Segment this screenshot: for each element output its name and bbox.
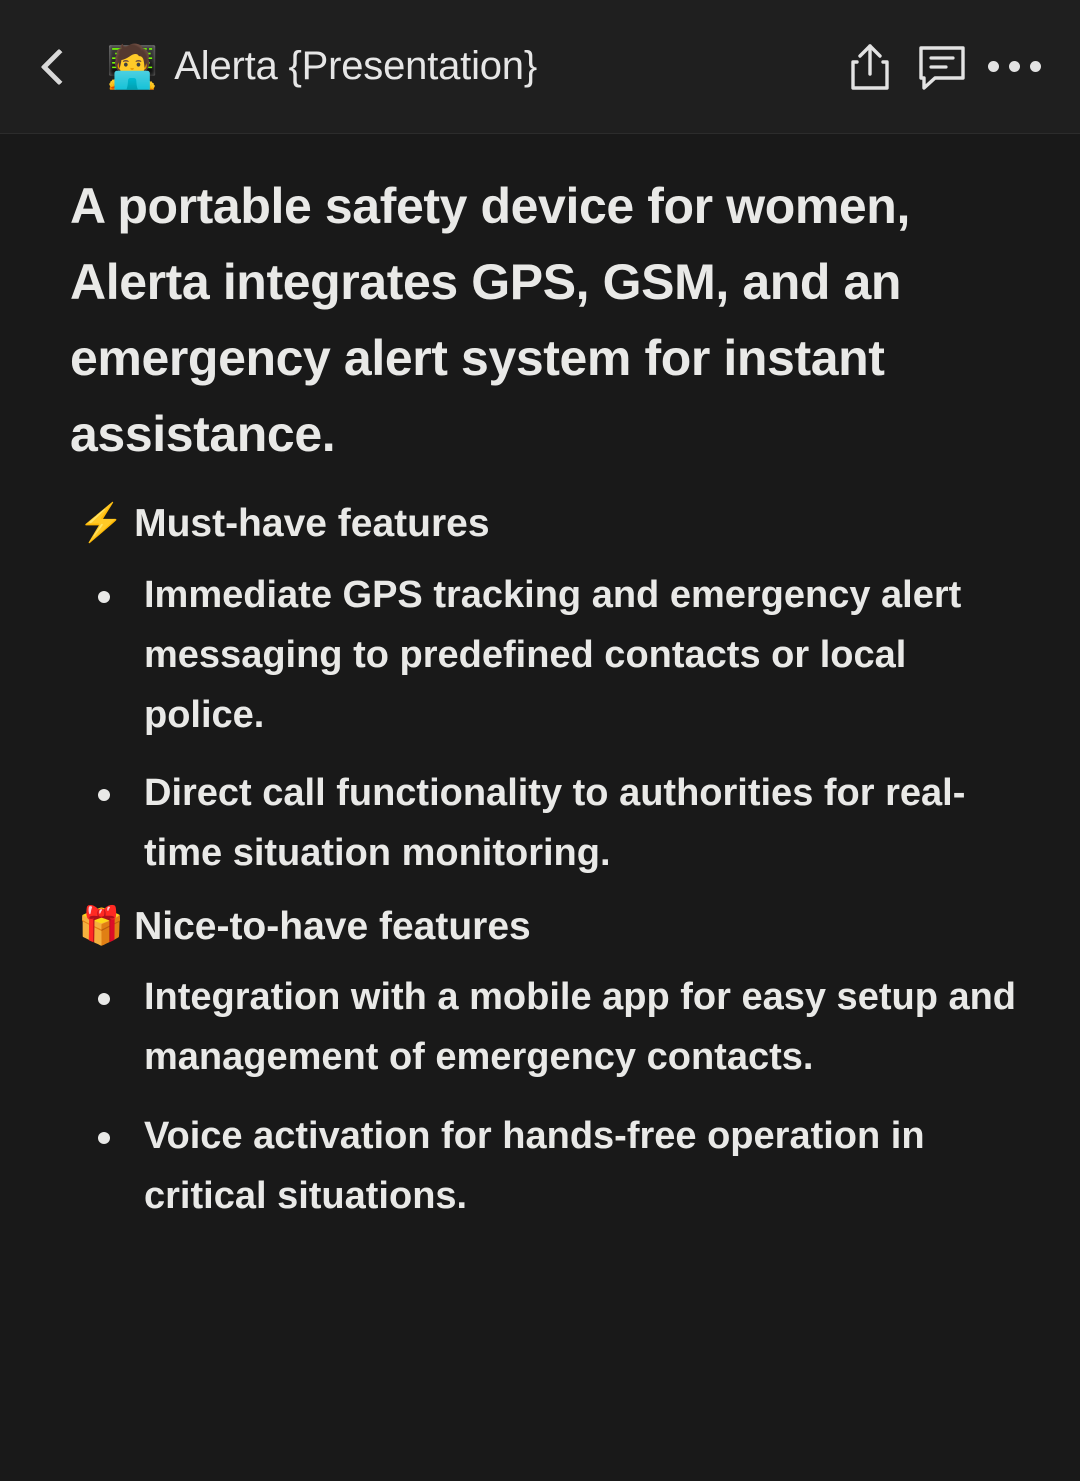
page-title: Alerta {Presentation} bbox=[174, 44, 538, 88]
nice-to-have-feature-list bbox=[70, 967, 1040, 1225]
list-item-text: Voice activation for hands-free operation in critical situations. bbox=[144, 1114, 925, 1217]
share-icon bbox=[847, 42, 893, 92]
comment-button[interactable] bbox=[906, 31, 978, 103]
bullet-dot-icon bbox=[98, 591, 110, 603]
back-chevron-icon bbox=[41, 48, 78, 85]
document-lead-paragraph: A portable safety device for women, Alerta integrates GPS, GSM, and an emergency alert system for instant assistance. bbox=[70, 178, 910, 462]
lightning-icon: ⚡ bbox=[78, 502, 125, 543]
back-button[interactable] bbox=[28, 36, 90, 98]
list-item bbox=[70, 1106, 1040, 1226]
must-have-feature-list bbox=[70, 565, 1040, 883]
list-item bbox=[70, 967, 1040, 1087]
document-emoji-icon: 🧑‍💻 bbox=[106, 42, 159, 90]
bullet-dot-icon bbox=[98, 1132, 110, 1144]
section-heading-label: Must-have features bbox=[134, 502, 490, 545]
comment-icon bbox=[916, 42, 968, 92]
section-heading-nice-to-have bbox=[78, 901, 1040, 954]
section-heading-must-have bbox=[78, 498, 1040, 551]
more-options-icon bbox=[978, 61, 1050, 72]
list-item-text: Direct call functionality to authorities for real-time situation monitoring. bbox=[144, 771, 966, 874]
gift-icon: 🎁 bbox=[78, 904, 125, 946]
bullet-dot-icon bbox=[98, 789, 110, 801]
share-button[interactable] bbox=[834, 31, 906, 103]
section-heading-label: Nice-to-have features bbox=[134, 904, 531, 948]
list-item-text: Immediate GPS tracking and emergency alert messaging to predefined contacts or local police. bbox=[144, 573, 962, 736]
top-navigation-bar bbox=[0, 0, 1080, 134]
more-options-button[interactable] bbox=[978, 31, 1050, 103]
document-body bbox=[0, 134, 1080, 1481]
bullet-dot-icon bbox=[98, 993, 110, 1005]
list-item bbox=[70, 565, 1040, 745]
list-item bbox=[70, 763, 1040, 883]
list-item-text: Integration with a mobile app for easy setup and management of emergency contacts. bbox=[144, 976, 1017, 1079]
